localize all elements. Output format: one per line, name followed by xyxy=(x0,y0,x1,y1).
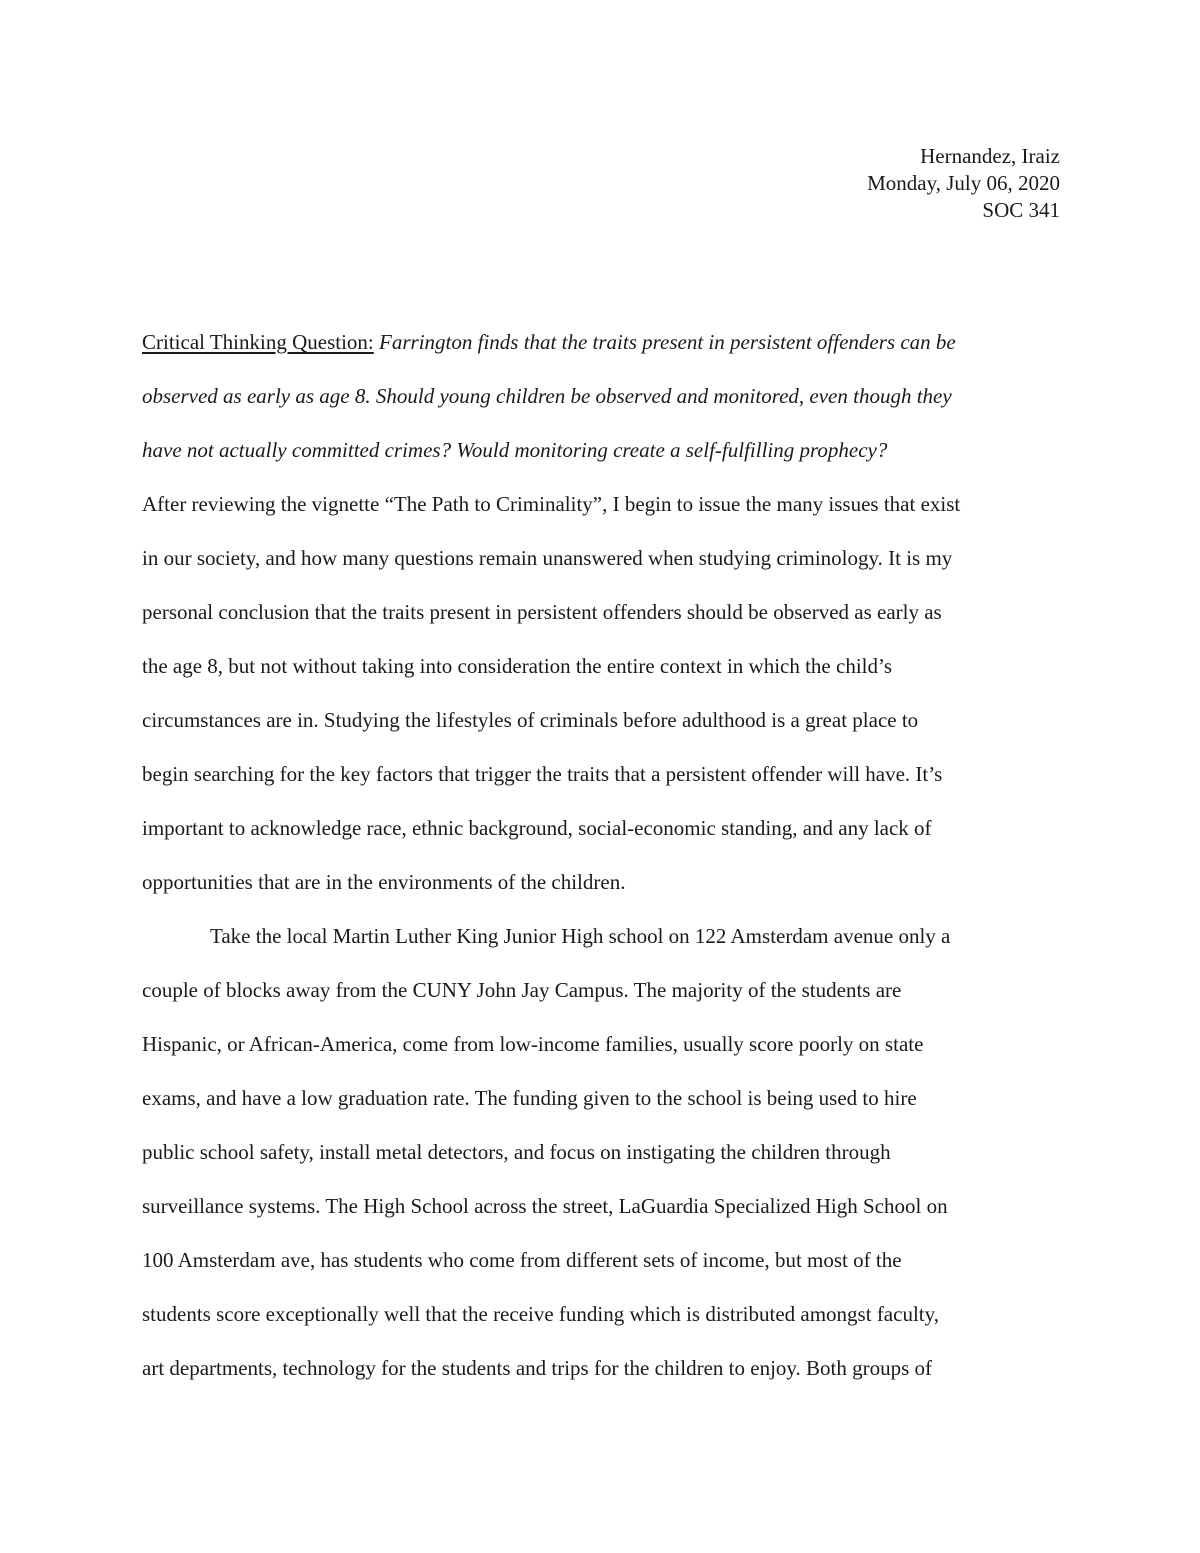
body-line: the age 8, but not without taking into consideration the entire context in which the child’s xyxy=(142,654,893,678)
question-line-3: have not actually committed crimes? Would monitoring create a self-fulfilling prophecy? xyxy=(142,438,888,462)
body-line: 100 Amsterdam ave, has students who come from different sets of income, but most of the xyxy=(142,1248,902,1272)
question-line-1 xyxy=(142,328,956,356)
header-block xyxy=(867,143,1060,224)
submission-date: Monday, July 06, 2020 xyxy=(867,171,1060,195)
question-label: Critical Thinking Question: xyxy=(142,330,374,354)
body-line: students score exceptionally well that the receive funding which is distributed amongst faculty, xyxy=(142,1302,940,1326)
body-line: circumstances are in. Studying the lifestyles of criminals before adulthood is a great place to xyxy=(142,708,919,732)
question-text-1: Farrington finds that the traits present in persistent offenders can be xyxy=(373,330,956,354)
body-line: important to acknowledge race, ethnic background, social-economic standing, and any lack of xyxy=(142,816,932,840)
body-line: in our society, and how many questions remain unanswered when studying criminology. It is my xyxy=(142,546,953,570)
body-line: couple of blocks away from the CUNY John Jay Campus. The majority of the students are xyxy=(142,978,902,1002)
body-line: surveillance systems. The High School across the street, LaGuardia Specialized High School on xyxy=(142,1194,948,1218)
body-line: opportunities that are in the environments of the children. xyxy=(142,870,626,894)
body-line: personal conclusion that the traits present in persistent offenders should be observed as early as xyxy=(142,600,942,624)
body-line: exams, and have a low graduation rate. The funding given to the school is being used to hire xyxy=(142,1086,917,1110)
course-code: SOC 341 xyxy=(982,198,1060,222)
body-line: art departments, technology for the students and trips for the children to enjoy. Both groups of xyxy=(142,1356,933,1380)
body-line: Hispanic, or African-America, come from low-income families, usually score poorly on state xyxy=(142,1032,924,1056)
body-line: public school safety, install metal detectors, and focus on instigating the children through xyxy=(142,1140,891,1164)
body-line-indented: Take the local Martin Luther King Junior High school on 122 Amsterdam avenue only a xyxy=(210,924,951,948)
author-name: Hernandez, Iraiz xyxy=(920,144,1060,168)
question-line-2: observed as early as age 8. Should young children be observed and monitored, even though they xyxy=(142,384,952,408)
body-line: After reviewing the vignette “The Path to Criminality”, I begin to issue the many issues that exist xyxy=(142,492,961,516)
body-line: begin searching for the key factors that trigger the traits that a persistent offender will have. It’s xyxy=(142,762,943,786)
